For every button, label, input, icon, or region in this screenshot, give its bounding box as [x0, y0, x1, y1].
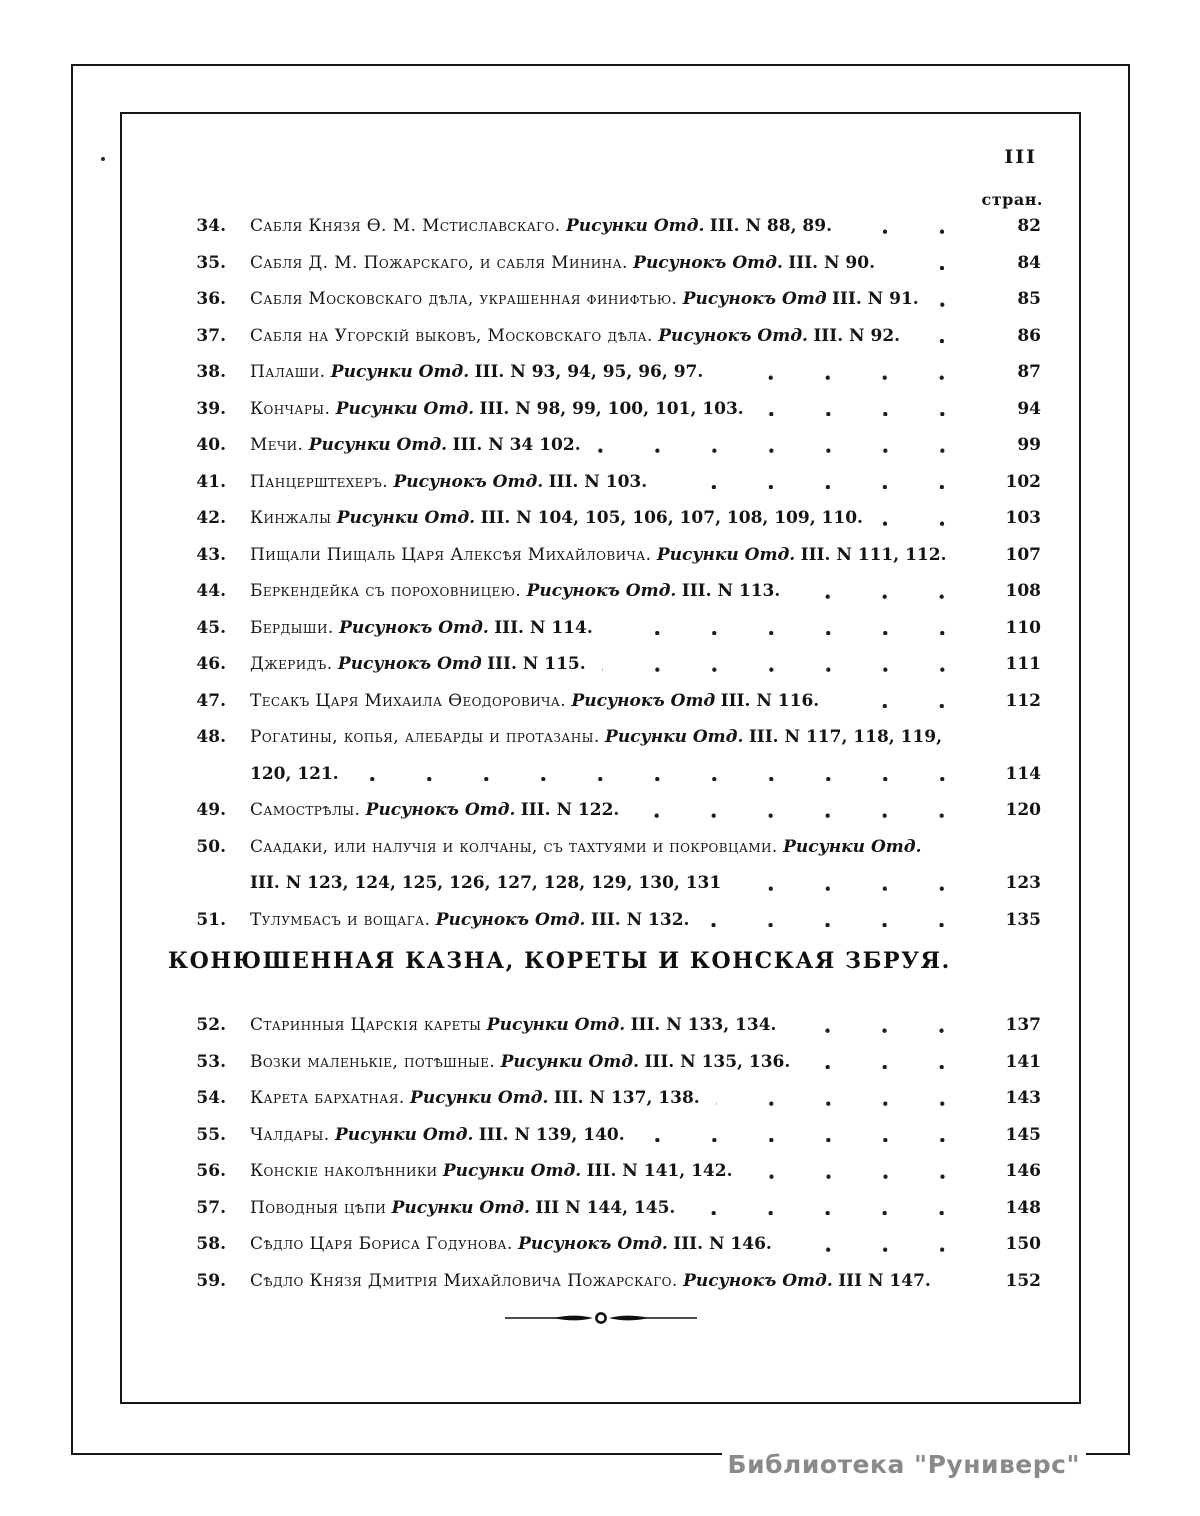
entry-ref-italic: Рисунокъ Отд [571, 690, 716, 711]
entry-page-number: 145 [1005, 1124, 1041, 1145]
entry-line [178, 1007, 1041, 1044]
leader-dots [602, 646, 975, 683]
leader-dots [848, 208, 975, 245]
entry-page-number: 107 [1005, 544, 1041, 565]
section-heading: КОНЮШЕННАЯ КАЗНА, КОРЕТЫ И КОНСКАЯ ЗБРУЯ. [168, 948, 951, 974]
entry-number: 38. [196, 362, 226, 383]
entry-line-first [178, 829, 1041, 866]
entry-text [250, 1161, 733, 1181]
entry-text [250, 1088, 700, 1108]
entry-line [178, 281, 1041, 318]
entry-page-number: 82 [1017, 216, 1041, 237]
entry-line [178, 1044, 1041, 1081]
entry-page-number: 123 [1005, 873, 1041, 894]
entry-text [250, 654, 586, 674]
entry-ref-italic: Рисунокъ Отд. [633, 252, 783, 273]
toc-entry [178, 500, 1041, 537]
entry-number: 59. [196, 1270, 226, 1291]
entry-ref-numbers: III. N 132. [590, 909, 690, 930]
entry-ref-numbers: III. N 91. [831, 289, 919, 310]
entry-title: Панцерштехеръ. [250, 471, 389, 492]
entry-title: Самострѣлы. [250, 800, 361, 821]
toc-entry [178, 1044, 1041, 1081]
entry-ref-italic: Рисунки Отд. [410, 1088, 549, 1109]
entry-number: 53. [196, 1051, 226, 1072]
entry-continuation-text: 120, 121. [250, 763, 339, 784]
entry-page-number: 85 [1017, 289, 1041, 310]
entry-text [250, 435, 581, 455]
entry-line [178, 1117, 1041, 1154]
entry-ref-numbers: III. N 122. [520, 800, 620, 821]
toc-entry [178, 1117, 1041, 1154]
entry-number: 43. [196, 544, 226, 565]
entry-line [178, 1226, 1041, 1263]
entry-text [250, 1234, 772, 1254]
toc-entry [178, 1226, 1041, 1263]
toc-entry [178, 245, 1041, 282]
entry-number: 49. [196, 800, 226, 821]
entry-title: Кинжалы [250, 508, 332, 529]
entry-title: Джеридъ. [250, 654, 333, 675]
entry-ref-italic: Рисунки Отд. [334, 1124, 474, 1145]
entry-page-number: 110 [1005, 617, 1041, 638]
entry-ref-italic: Рисунки Отд. [335, 398, 475, 419]
entry-page-number: 141 [1005, 1051, 1041, 1072]
entry-page-number: 148 [1005, 1197, 1041, 1218]
entry-ref-italic: Рисунки Отд. [656, 544, 796, 565]
entry-text [250, 910, 689, 930]
entry-number: 36. [196, 289, 226, 310]
entry-line-continuation [178, 756, 1041, 793]
toc-entry [178, 792, 1041, 829]
entry-number: 55. [196, 1124, 226, 1145]
entry-ref-numbers: III. N 104, 105, 106, 107, 108, 109, 110. [480, 508, 863, 529]
toc-entry [178, 391, 1041, 428]
folio-number: III [1004, 146, 1037, 168]
entry-continuation-text: III. N 123, 124, 125, 126, 127, 128, 129, 130, 131 [250, 873, 722, 894]
entry-title: Тесакъ Царя Михаила Ѳеодоровича. [250, 690, 567, 711]
toc-entry [178, 1007, 1041, 1044]
entry-ref-italic: Рисунки Отд. [330, 362, 470, 383]
entry-ref-italic: Рисунокъ Отд. [339, 617, 489, 638]
leader-dots [806, 1044, 975, 1081]
entry-number: 39. [196, 398, 226, 419]
entry-number: 44. [196, 581, 226, 602]
entry-ref-numbers: III. N 141, 142. [586, 1161, 733, 1182]
entry-number: 48. [196, 727, 226, 748]
entry-title: Сабля Князя Ѳ. М. Мстиславскаго. [250, 216, 561, 237]
toc-entry [178, 281, 1041, 318]
entry-ref-numbers: III. N 146. [673, 1234, 772, 1255]
entry-text [250, 1052, 790, 1072]
entry-ref-numbers: III. N 103. [548, 471, 648, 492]
entry-page-number: 152 [1005, 1270, 1041, 1291]
toc-entry [178, 646, 1041, 683]
entry-ref-italic: Рисунки Отд. [565, 216, 705, 237]
entry-ref-numbers: III. N 114. [494, 617, 593, 638]
entry-ref-italic: Рисунки Отд. [391, 1197, 530, 1218]
entry-line [178, 1263, 1041, 1300]
entry-text [250, 1271, 931, 1291]
leader-dots [879, 500, 975, 537]
leader-dots [716, 1080, 975, 1117]
leader-dots [749, 1153, 976, 1190]
toc-entry [178, 1080, 1041, 1117]
entry-text [250, 800, 619, 820]
entry-ref-numbers: III. N 88, 89. [709, 216, 832, 237]
entry-ref-numbers: III. N 111, 112. [800, 544, 947, 565]
entry-line [178, 537, 1041, 574]
entry-title: Кончары. [250, 398, 331, 419]
entry-line [178, 354, 1041, 391]
toc-entry [178, 537, 1041, 574]
entry-title: Беркендейка съ пороховницею. [250, 581, 522, 602]
entry-ref-numbers: III. N 93, 94, 95, 96, 97. [474, 362, 704, 383]
toc-entry [178, 683, 1041, 720]
leader-dots [788, 1226, 975, 1263]
entry-page-number: 111 [1005, 654, 1041, 675]
entry-line [178, 500, 1041, 537]
entry-page-number: 108 [1005, 581, 1041, 602]
entry-line [178, 427, 1041, 464]
toc-entry [178, 318, 1041, 355]
entry-page-number: 86 [1017, 325, 1041, 346]
entry-line [178, 1153, 1041, 1190]
entry-number: 50. [196, 836, 226, 857]
leader-dots [891, 245, 975, 282]
toc-entry [178, 354, 1041, 391]
entry-page-number: 102 [1005, 471, 1041, 492]
outer-border-frame [71, 64, 1130, 1455]
entry-ref-numbers: III. N 34 102. [452, 435, 581, 456]
entry-text [250, 727, 942, 747]
entry-text [250, 362, 703, 382]
entry-title: Сѣдло Князя Дмитрія Михайловича Пожарскаго. [250, 1270, 678, 1291]
leader-dots [947, 1263, 975, 1300]
entry-ref-numbers: III. N 117, 118, 119, [748, 727, 943, 748]
toc-entry [178, 719, 1041, 792]
entry-ref-numbers: III. N 113. [681, 581, 781, 602]
entry-title: Поводныя цѣпи [250, 1197, 387, 1218]
divider-ornament [122, 1310, 1079, 1326]
entry-line [178, 573, 1041, 610]
entry-ref-italic: Рисунки Отд. [336, 508, 476, 529]
entry-line [178, 318, 1041, 355]
entry-ref-italic: Рисунокъ Отд. [393, 471, 544, 492]
entry-ref-italic: Рисунки Отд. [308, 435, 448, 456]
entry-page-number: 114 [1005, 763, 1041, 784]
entry-ref-italic: Рисунокъ Отд. [365, 800, 516, 821]
entry-ref-italic: Рисунокъ Отд. [683, 1270, 833, 1291]
inner-border-frame [120, 112, 1081, 1404]
entry-title: Бердыши. [250, 617, 334, 638]
entry-line [178, 391, 1041, 428]
entry-page-number: 103 [1005, 508, 1041, 529]
toc-entry [178, 902, 1041, 939]
entry-text [250, 472, 647, 492]
entry-ref-numbers: III. N 139, 140. [478, 1124, 625, 1145]
entry-text [250, 837, 922, 857]
leader-dots [641, 1117, 975, 1154]
toc-entry [178, 464, 1041, 501]
entry-ref-italic: Рисунки Отд. [486, 1015, 626, 1036]
entry-number: 46. [196, 654, 226, 675]
leader-dots [935, 281, 975, 318]
entry-line [178, 245, 1041, 282]
leader-dots [792, 1007, 975, 1044]
entry-ref-numbers: III. N 92. [813, 325, 901, 346]
entry-title: Пищали Пищаль Царя Алексѣя Михайловича. [250, 544, 652, 565]
entry-line-first [178, 719, 1041, 756]
entry-title: Саадаки, или налучія и колчаны, съ тахтуями и покровцами. [250, 836, 778, 857]
entry-number: 41. [196, 471, 226, 492]
entry-number: 37. [196, 325, 226, 346]
leader-dots [691, 1190, 975, 1227]
leader-dots [635, 792, 975, 829]
entry-number: 40. [196, 435, 226, 456]
watermark-runivers: Библиотека "Руниверс" [722, 1450, 1086, 1479]
entry-title: Сабля Московскаго дѣла, украшенная финифтью. [250, 289, 678, 310]
entry-ref-italic: Рисунокъ Отд [337, 654, 482, 675]
entry-text [250, 216, 832, 236]
entry-page-number: 150 [1005, 1234, 1041, 1255]
entry-ref-italic: Рисунки Отд. [442, 1161, 582, 1182]
divider-ornament-graphic [503, 1310, 699, 1326]
entry-number: 42. [196, 508, 226, 529]
entry-ref-numbers: III. N 90. [788, 252, 876, 273]
entry-page-number: 112 [1005, 690, 1041, 711]
leader-dots [916, 318, 975, 355]
entry-page-number: 137 [1005, 1015, 1041, 1036]
entry-ref-italic: Рисунокъ Отд. [658, 325, 808, 346]
leader-dots [835, 683, 975, 720]
entry-title: Тулумбасъ и вощага. [250, 909, 431, 930]
entry-line [178, 464, 1041, 501]
entry-title: Чалдары. [250, 1124, 330, 1145]
entry-ref-numbers: III. N 116. [720, 690, 820, 711]
toc-entry [178, 1263, 1041, 1300]
entry-ref-numbers: III. N 137, 138. [553, 1088, 700, 1109]
toc-entries-weapons [122, 208, 1079, 938]
entry-title: Карета бархатная. [250, 1088, 405, 1109]
entry-number: 58. [196, 1234, 226, 1255]
entry-title: Сѣдло Царя Бориса Годунова. [250, 1234, 513, 1255]
entry-title: Рогатины, копья, алебарды и протазаны. [250, 727, 600, 748]
leader-dots [597, 427, 975, 464]
entry-title: Сабля Д. М. Пожарскаго, и сабля Минина. [250, 252, 628, 273]
entry-page-number: 84 [1017, 252, 1041, 273]
entry-number: 54. [196, 1088, 226, 1109]
entry-page-number: 87 [1017, 362, 1041, 383]
entry-text [250, 326, 900, 346]
leader-dots [663, 464, 975, 501]
entry-number: 51. [196, 909, 226, 930]
leader-dots [796, 573, 975, 610]
toc-entry [178, 1190, 1041, 1227]
toc-entries-stable-treasury [122, 1007, 1079, 1299]
toc-entry [178, 208, 1041, 245]
toc-entry [178, 427, 1041, 464]
entry-text [250, 1125, 625, 1145]
entry-text [250, 581, 780, 601]
entry-ref-italic: Рисунокъ Отд. [526, 581, 677, 602]
entry-line [178, 1190, 1041, 1227]
entry-page-number: 143 [1005, 1088, 1041, 1109]
entry-line [178, 683, 1041, 720]
toc-entry [178, 610, 1041, 647]
entry-text [250, 1198, 675, 1218]
entry-ref-numbers: III. N 98, 99, 100, 101, 103. [479, 398, 744, 419]
entry-title: Возки маленькіе, потѣшные. [250, 1051, 496, 1072]
entry-text [250, 399, 744, 419]
entry-line [178, 208, 1041, 245]
entry-number: 35. [196, 252, 226, 273]
entry-number: 52. [196, 1015, 226, 1036]
entry-ref-numbers: III. N 133, 134. [630, 1015, 777, 1036]
entry-title: Конскіе наколѣнники [250, 1161, 438, 1182]
entry-ref-numbers: III. N 135, 136. [644, 1051, 791, 1072]
entry-line [178, 792, 1041, 829]
entry-text [250, 618, 593, 638]
entry-number: 47. [196, 690, 226, 711]
leader-dots [719, 354, 975, 391]
entry-ref-italic: Рисунки Отд. [500, 1051, 640, 1072]
entry-number: 45. [196, 617, 226, 638]
entry-page-number: 135 [1005, 909, 1041, 930]
toc-entry [178, 1153, 1041, 1190]
entry-page-number: 99 [1017, 435, 1041, 456]
entry-ref-italic: Рисунки Отд. [783, 836, 922, 857]
entry-page-number: 94 [1017, 398, 1041, 419]
entry-ref-numbers: III N 147. [838, 1270, 931, 1291]
leader-dots [760, 391, 975, 428]
entry-number: 56. [196, 1161, 226, 1182]
entry-ref-italic: Рисунокъ Отд. [518, 1234, 668, 1255]
entry-number: 57. [196, 1197, 226, 1218]
entry-text [250, 545, 947, 565]
leader-dots [963, 537, 975, 574]
leader-dots [705, 902, 975, 939]
entry-title: Мечи. [250, 435, 304, 456]
leader-dots [609, 610, 975, 647]
entry-ref-numbers: III N 144, 145. [535, 1197, 676, 1218]
entry-title: Старинныя Царскія кареты [250, 1015, 482, 1036]
toc-entry [178, 573, 1041, 610]
entry-ref-italic: Рисунокъ Отд. [435, 909, 586, 930]
entry-line [178, 646, 1041, 683]
toc-entry [178, 829, 1041, 902]
entry-text [250, 508, 863, 528]
leader-dots [737, 865, 975, 902]
entry-text [250, 691, 819, 711]
entry-number: 34. [196, 216, 226, 237]
entry-line [178, 902, 1041, 939]
entry-ref-italic: Рисунокъ Отд [682, 289, 827, 310]
entry-ref-numbers: III. N 115. [487, 654, 586, 675]
entry-text [250, 1015, 776, 1035]
entry-title: Палаши. [250, 362, 326, 383]
entry-text [250, 289, 919, 309]
pages-column-header: стран. [981, 190, 1043, 209]
entry-line [178, 610, 1041, 647]
leader-dots [355, 756, 975, 793]
entry-line-continuation [178, 865, 1041, 902]
entry-page-number: 120 [1005, 800, 1041, 821]
entry-page-number: 146 [1005, 1161, 1041, 1182]
entry-text [250, 253, 875, 273]
entry-ref-italic: Рисунки Отд. [605, 727, 744, 748]
entry-title: Сабля на Угорскій выковъ, Московскаго дѣла. [250, 325, 653, 346]
entry-line [178, 1080, 1041, 1117]
